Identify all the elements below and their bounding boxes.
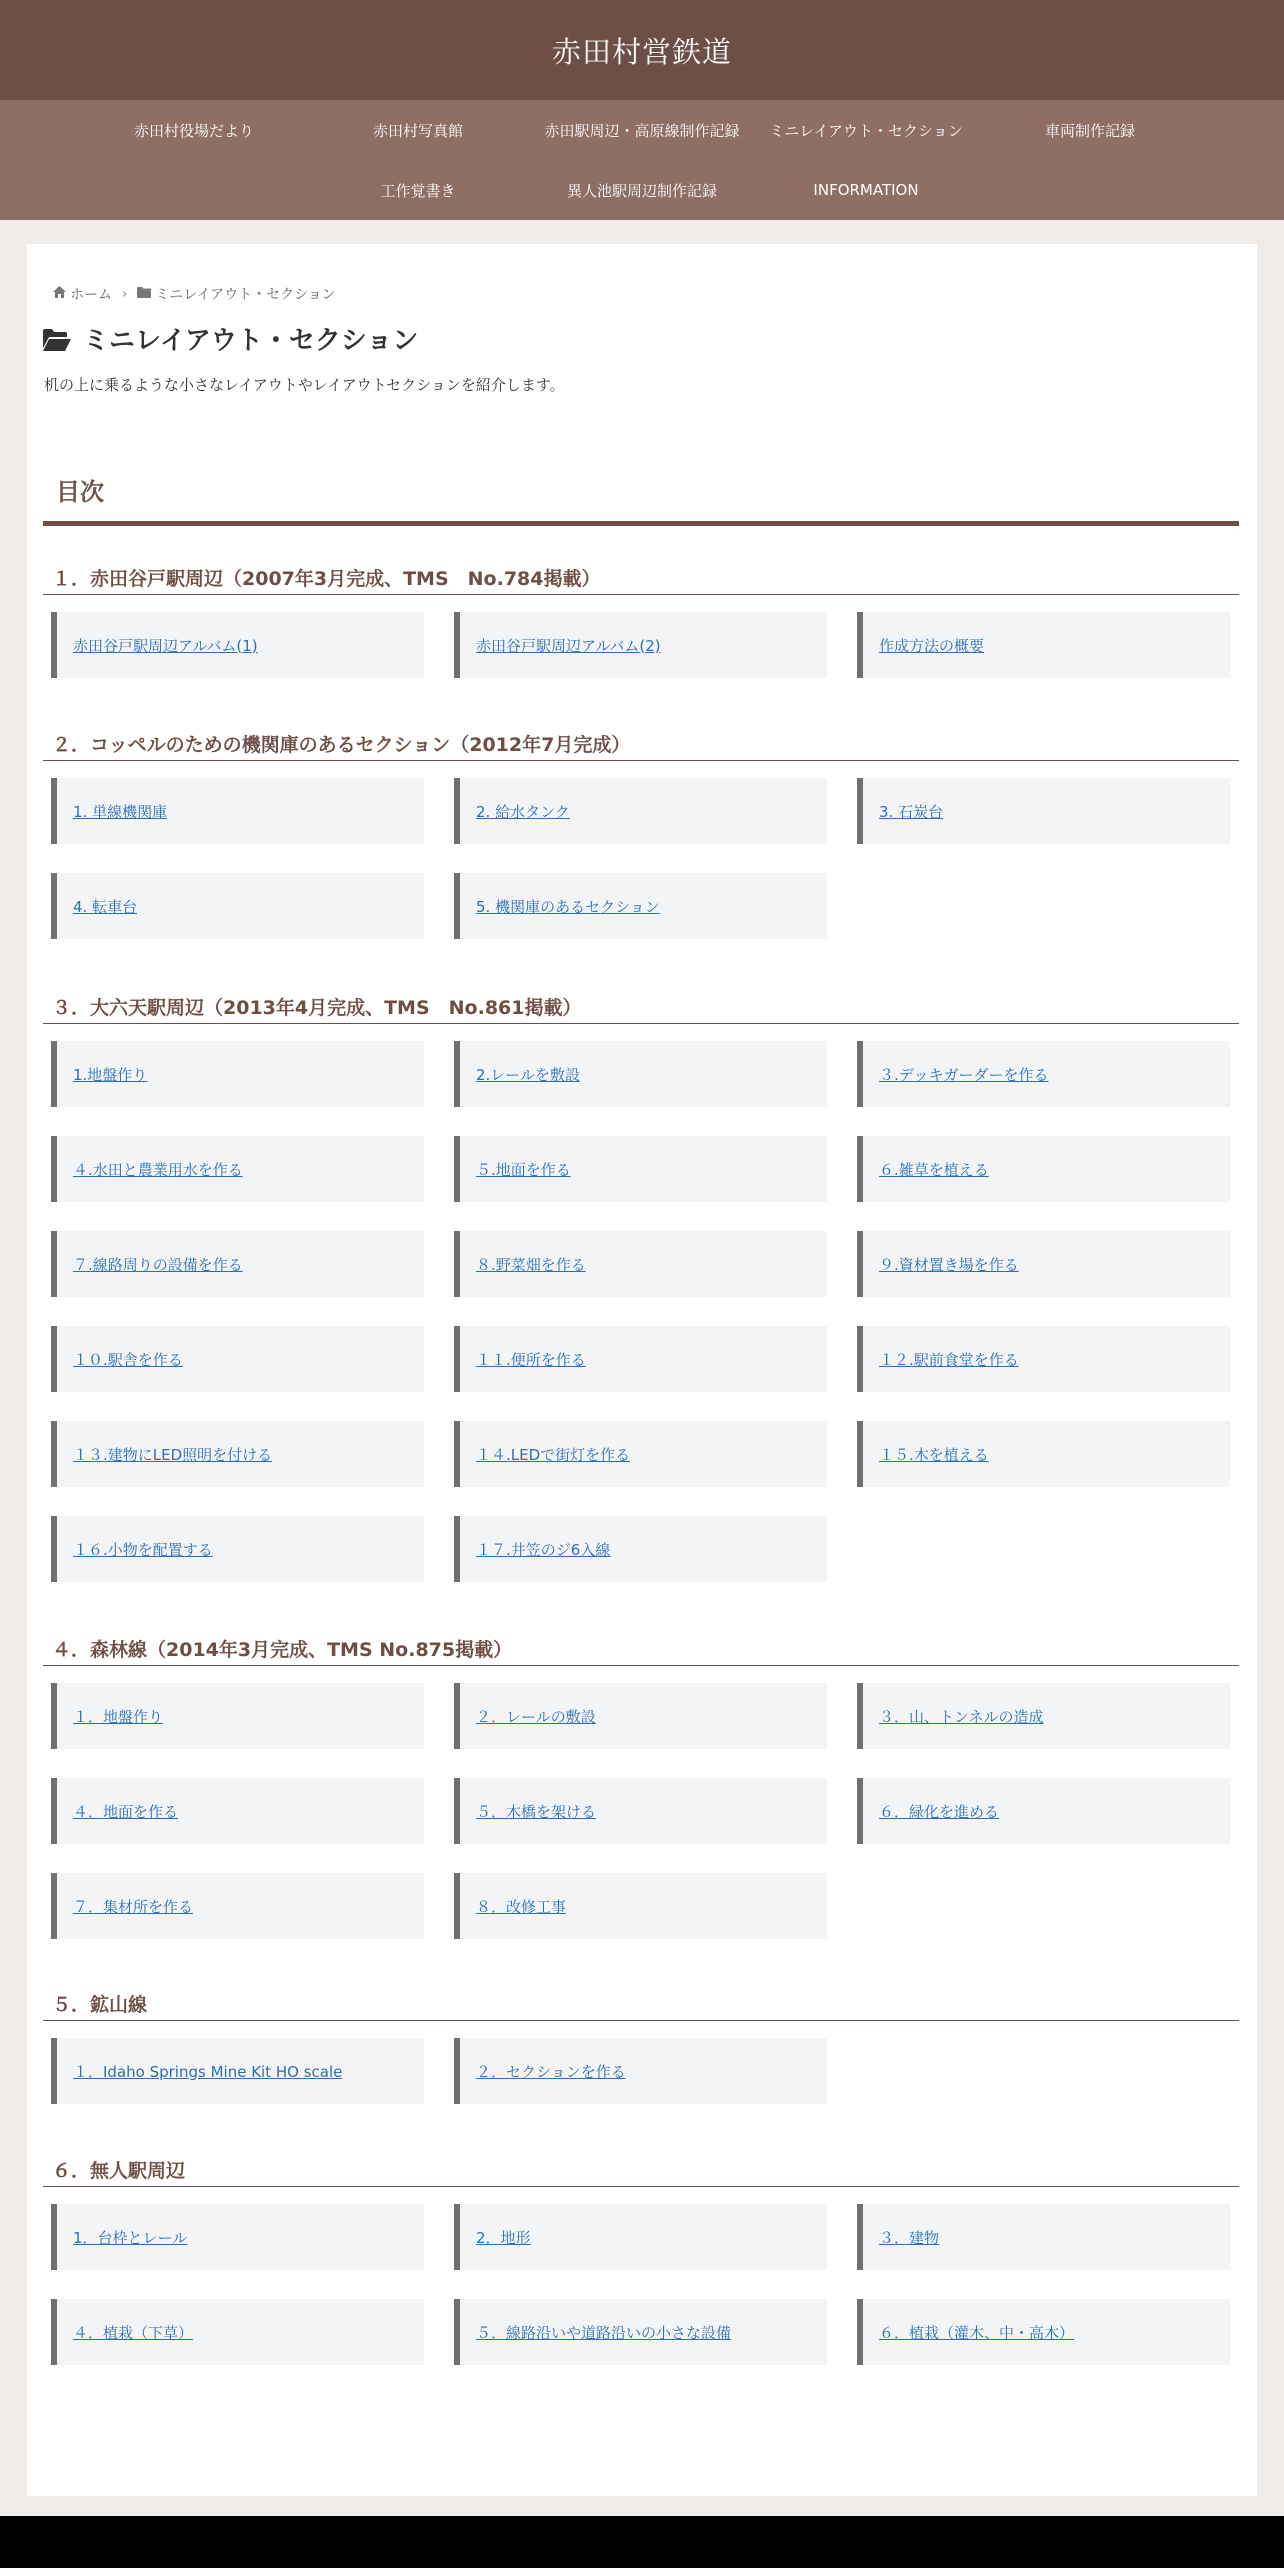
link[interactable]: ５．線路沿いや道路沿いの小さな設備 [476,2323,732,2342]
link-box[interactable] [51,1041,424,1107]
link[interactable]: ４．植栽（下草） [73,2323,194,2342]
toc-heading: 目次 [43,462,1239,526]
link[interactable]: ８．改修工事 [476,1897,567,1916]
link[interactable]: 2．地形 [476,2228,531,2247]
link[interactable]: 3. 石炭台 [879,802,944,821]
link[interactable]: １１.便所を作る [476,1350,586,1369]
link-box[interactable] [51,1516,424,1582]
link[interactable]: 5. 機関庫のあるセクション [476,897,660,916]
home-icon [53,286,66,302]
link[interactable]: ６.雑草を植える [879,1160,989,1179]
link-box[interactable] [454,1873,827,1939]
link-grid [43,1666,1239,1939]
link[interactable]: １．地盤作り [73,1707,164,1726]
section-5 [43,1990,1239,2104]
breadcrumb-home[interactable]: ホーム [70,287,112,303]
link[interactable]: 2. 給水タンク [476,802,570,821]
link[interactable]: 1. 単線機関庫 [73,802,168,821]
link-box[interactable] [857,1136,1230,1202]
site-header [0,0,1284,100]
link-box[interactable] [51,1231,424,1297]
link-box[interactable] [51,2299,424,2365]
link[interactable]: ３．建物 [879,2228,940,2247]
nav-row-1 [0,100,1284,160]
section-4 [43,1635,1239,1939]
link-box[interactable] [454,1421,827,1487]
link-box[interactable] [857,778,1230,844]
link-box[interactable] [51,1683,424,1749]
page-title [43,320,418,357]
link-box[interactable] [454,2204,827,2270]
link[interactable]: １４.LEDで街灯を作る [476,1445,631,1464]
link[interactable]: 2.レールを敷設 [476,1065,581,1084]
section-1 [43,564,1239,678]
global-nav [0,100,1284,220]
link-box[interactable] [51,1873,424,1939]
link-box[interactable] [454,1778,827,1844]
folder-open-icon [43,328,71,350]
section-title: ６．無人駅周辺 [43,2156,1239,2187]
link[interactable]: 赤田谷戸駅周辺アルバム(2) [476,636,661,655]
link-box[interactable] [857,612,1230,678]
link[interactable]: ６．緑化を進める [879,1802,1000,1821]
link-box[interactable] [857,1421,1230,1487]
nav-row-2 [0,160,1284,220]
section-6 [43,2156,1239,2365]
link-box[interactable] [857,1041,1230,1107]
nav-item-akada-station[interactable]: 赤田駅周辺・高原線制作記録 [544,121,740,140]
link[interactable]: ７．集材所を作る [73,1897,194,1916]
section-title: １．赤田谷戸駅周辺（2007年3月完成、TMS No.784掲載） [43,564,1239,595]
link[interactable]: ４.水田と農業用水を作る [73,1160,243,1179]
section-2 [43,730,1239,939]
link[interactable]: １３.建物にLED照明を付ける [73,1445,273,1464]
link-grid [43,1024,1239,1582]
link[interactable]: ６．植栽（灌木、中・高木） [879,2323,1075,2342]
link-box[interactable] [857,2204,1230,2270]
link-box[interactable] [454,778,827,844]
section-title: ５．鉱山線 [43,1990,1239,2021]
link[interactable]: １５.木を植える [879,1445,989,1464]
link[interactable]: 赤田谷戸駅周辺アルバム(1) [73,636,258,655]
link-box[interactable] [857,2299,1230,2365]
section-title: ３．大六天駅周辺（2013年4月完成、TMS No.861掲載） [43,993,1239,1024]
page-title-text: ミニレイアウト・セクション [83,326,419,356]
link[interactable]: １６.小物を配置する [73,1540,213,1559]
nav-item-town-news[interactable]: 赤田村役場だより [133,121,254,140]
link-box[interactable] [857,1326,1230,1392]
link[interactable]: 1.地盤作り [73,1065,148,1084]
link[interactable]: １２.駅前食堂を作る [879,1350,1019,1369]
chevron-right-icon: › [122,286,128,302]
link[interactable]: 作成方法の概要 [879,636,985,655]
link[interactable]: １７.井笠のジ6入線 [476,1540,611,1559]
link-box[interactable] [454,1136,827,1202]
link-box[interactable] [51,2204,424,2270]
page-description: 机の上に乗るような小さなレイアウトやレイアウトセクションを紹介します。 [44,376,565,394]
link-box[interactable] [857,1231,1230,1297]
breadcrumb [53,284,336,304]
folder-icon [137,287,151,302]
footer-bar [0,2516,1284,2568]
link[interactable]: ４．地面を作る [73,1802,179,1821]
link-box[interactable] [454,1041,827,1107]
link-box[interactable] [51,778,424,844]
link[interactable]: ２．レールの敷設 [476,1707,596,1726]
link-box[interactable] [454,2299,827,2365]
section-title: ４．森林線（2014年3月完成、TMS No.875掲載） [43,1635,1239,1666]
nav-item-vehicles[interactable]: 車両制作記録 [1044,121,1135,140]
link-box[interactable] [454,1683,827,1749]
link-box[interactable] [454,873,827,939]
link[interactable]: ５.地面を作る [476,1160,571,1179]
site-title[interactable]: 赤田村営鉄道 [551,34,732,69]
link[interactable]: ５．木橋を架ける [476,1802,597,1821]
link-grid [43,595,1239,678]
link-box[interactable] [51,873,424,939]
link[interactable]: ３．山、トンネルの造成 [879,1707,1044,1726]
nav-item-mini-layout[interactable]: ミニレイアウト・セクション [769,121,963,140]
link-box[interactable] [454,1516,827,1582]
link-grid [43,2021,1239,2104]
link-box[interactable] [454,1231,827,1297]
link-box[interactable] [51,1326,424,1392]
nav-item-photo-gallery[interactable]: 赤田村写真館 [372,121,463,140]
link[interactable]: １．Idaho Springs Mine Kit HO scale [73,2062,343,2081]
link[interactable]: ７.線路周りの設備を作る [73,1255,243,1274]
main-content [27,244,1257,2496]
link[interactable]: ８.野菜畑を作る [476,1255,586,1274]
link-box[interactable] [454,2038,827,2104]
link[interactable]: ２．セクションを作る [476,2062,626,2081]
link-grid [43,761,1239,939]
link-box[interactable] [51,1421,424,1487]
link-box[interactable] [454,612,827,678]
breadcrumb-current: ミニレイアウト・セクション [155,287,336,303]
link-box[interactable] [454,1326,827,1392]
link-grid [43,2187,1239,2365]
link[interactable]: １０.駅舎を作る [73,1350,183,1369]
link[interactable]: ３.デッキガーダーを作る [879,1065,1049,1084]
link[interactable]: 4. 転車台 [73,897,138,916]
nav-item-ijin-ike[interactable]: 異人池駅周辺制作記録 [566,181,717,200]
link[interactable]: 1．台枠とレール [73,2228,188,2247]
nav-item-craft-notes[interactable]: 工作覚書き [380,181,456,200]
link-box[interactable] [51,2038,424,2104]
link-box[interactable] [51,1778,424,1844]
link-box[interactable] [51,1136,424,1202]
nav-item-information[interactable]: INFORMATION [813,181,919,199]
link-box[interactable] [857,1683,1230,1749]
section-title: ２．コッペルのための機関庫のあるセクション（2012年7月完成） [43,730,1239,761]
link[interactable]: ９.資材置き場を作る [879,1255,1019,1274]
section-3 [43,993,1239,1582]
link-box[interactable] [51,612,424,678]
link-box[interactable] [857,1778,1230,1844]
